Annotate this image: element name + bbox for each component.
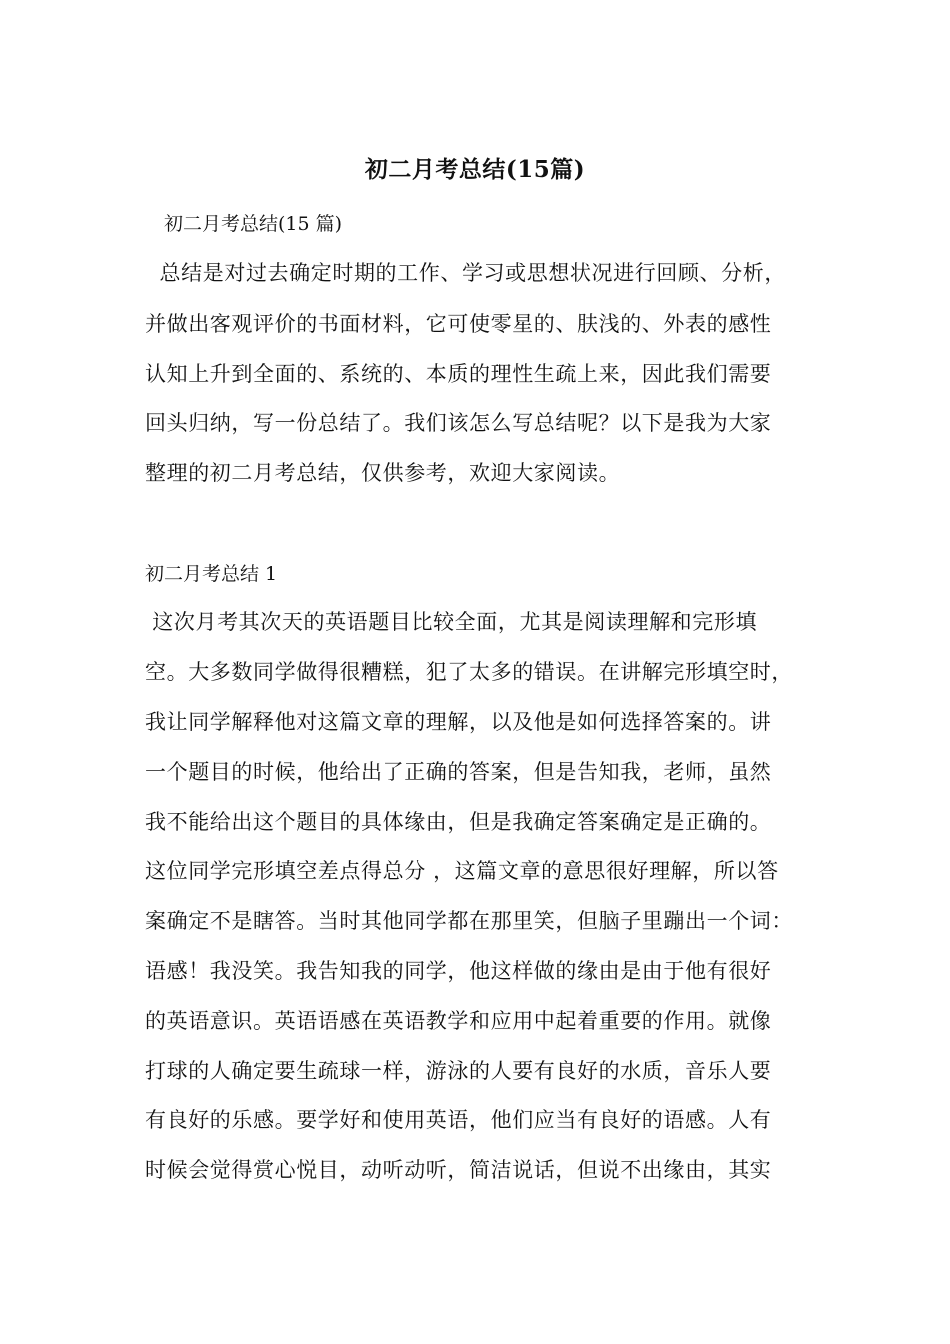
document-subtitle: 初二月考总结(15 篇) [164, 213, 343, 235]
section-paragraph-line: 时候会觉得赏心悦目，动听动听，简洁说话，但说不出缘由，其实 [145, 1158, 772, 1182]
document-title: 初二月考总结(15篇) [364, 156, 586, 183]
section-paragraph-line: 案确定不是瞎答。当时其他同学都在那里笑，但脑子里蹦出一个词： [145, 909, 793, 933]
intro-paragraph-line: 并做出客观评价的书面材料，它可使零星的、肤浅的、外表的感性 [145, 312, 772, 336]
section-paragraph-line: 语感！我没笑。我告知我的同学，他这样做的缘由是由于他有很好 [145, 959, 772, 983]
intro-paragraph-line: 整理的初二月考总结，仅供参考，欢迎大家阅读。 [145, 461, 621, 485]
section-paragraph-line: 这位同学完形填空差点得总分 ，这篇文章的意思很好理解，所以答 [145, 859, 779, 883]
section-paragraph-line: 这次月考其次天的英语题目比较全面，尤其是阅读理解和完形填 [145, 610, 758, 634]
section-paragraph-line: 我不能给出这个题目的具体缘由，但是我确定答案确定是正确的。 [145, 810, 772, 834]
intro-paragraph-line: 总结是对过去确定时期的工作、学习或思想状况进行回顾、分析， [145, 261, 786, 285]
section-paragraph-line: 的英语意识。英语语感在英语教学和应用中起着重要的作用。就像 [145, 1009, 772, 1033]
section-paragraph-line: 有良好的乐感。要学好和使用英语，他们应当有良好的语感。人有 [145, 1108, 772, 1132]
section-paragraph-line: 打球的人确定要生疏球一样，游泳的人要有良好的水质，音乐人要 [145, 1059, 772, 1083]
intro-paragraph-line: 认知上升到全面的、系统的、本质的理性生疏上来，因此我们需要 [145, 362, 772, 386]
section-paragraph-line: 空。大多数同学做得很糟糕，犯了太多的错误。在讲解完形填空时， [145, 660, 793, 684]
section-paragraph-line: 一个题目的时候，他给出了正确的答案，但是告知我，老师，虽然 [145, 760, 772, 784]
section-paragraph-line: 我让同学解释他对这篇文章的理解，以及他是如何选择答案的。讲 [145, 710, 772, 734]
intro-paragraph-line: 回头归纳，写一份总结了。我们该怎么写总结呢？以下是我为大家 [145, 411, 772, 435]
section-heading: 初二月考总结 1 [145, 563, 278, 585]
